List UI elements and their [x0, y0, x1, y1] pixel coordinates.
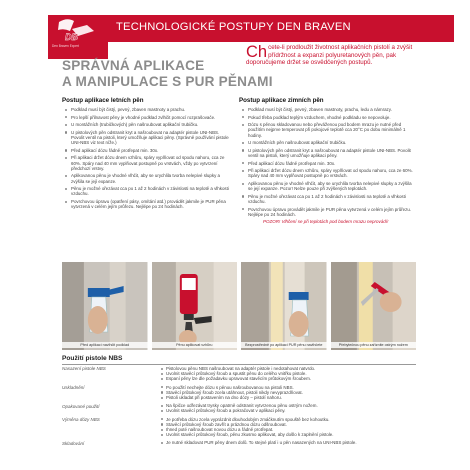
cut-foam-photo [331, 262, 417, 350]
list-item: Uvolnit stavěcí průtokový šroub a pokračovat v aplikaci pěny. [160, 408, 418, 413]
page-title-line1: SPRÁVNÁ APLIKACE [62, 58, 205, 73]
intro-paragraph [246, 44, 421, 67]
usage-row-list [160, 440, 418, 445]
list-item: Před aplikací dózu řádně protřepat min. 30x. [239, 161, 415, 166]
list-item: Pěnu je možné ořezávat cca po 1 až 2 hodinách v závislosti na teplotě a vlhkosti vzduchu. [239, 194, 415, 204]
usage-row-warehousing [62, 440, 418, 445]
summer-foam-heading: Postup aplikace letních pěn [62, 97, 144, 104]
list-item: U pistolových pěn odstranit kryt a našroubovat na adaptér pistole UNI-NBS. Povolit ventil na pistoli, který umožňuje aplikaci pěny. (Správně používání pistole UNI-NBS viz text níže.) [62, 130, 232, 146]
list-item: Espaní pěny lze dle požadavku upravovat stavěcím průtokovým šroubem. [160, 376, 418, 381]
list-item: Stavěcí průtokový šroub zcela utáhnout, pistoli nikdy nevyprazdňovat. [160, 390, 418, 395]
list-item: Pěnu je možné ořezávat cca po 1 až 2 hodinách v závislosti na teplotě a vlhkosti vzduchu. [62, 186, 232, 196]
usage-row-list [160, 403, 418, 413]
spray-foam-photo [241, 262, 327, 350]
list-item: Je potřeba dózu zcela vyprázdnit dlouhodobým zmáčknutím spouště bez kohoutku. [160, 417, 418, 422]
den-braven-logo-icon [56, 17, 96, 43]
list-item: Dózu s pěnou skladovanou nebo převáženou pod bodem mrazu je nutné před použitím nejprve temperovat při pokojové teplotě cca 20°C po dobu minimálně 1 hodiny. [239, 122, 415, 138]
list-item: Stavěcí průtokový šroub zavřít a prázdnou dózu odšroubovat. [160, 422, 418, 427]
list-item: Uvolnit stavěcí průtokový šroub a spustit pěnu do celého vnitřku pistole. [160, 371, 418, 376]
list-item: Po použití nechejte dózu s pěnou našroubovanou na pistoli NBS. [160, 385, 418, 390]
list-item: Ihned poté našroubovat novou dózu a řádně protřepat. [160, 427, 418, 432]
usage-row-list [160, 385, 418, 401]
header-title: TECHNOLOGICKÉ POSTUPY DEN BRAVEN [116, 21, 351, 33]
list-item: Je nutné skladovat PUR pěny dnem dolů. To stejné platí i u pěn nasazených na UNI-NBS pistole. [160, 440, 418, 445]
list-item: Při aplikaci držet dózu dnem vzhůru, spáry vyplňovat od spodu nahoru, cca ze 60%. Spáry nad 40 mm vyplňovat postupně po vrstvách. [239, 168, 415, 178]
list-item: Před aplikací dózu řádně protřepat min. 30x. [62, 148, 232, 153]
usage-section-title: Použití pistole NBS [62, 355, 123, 362]
photo-caption: Bezprostředně po aplikaci PUR pěnu navlhčete [241, 342, 327, 348]
winter-foam-column [239, 97, 415, 224]
spray-bottle-photo [62, 262, 148, 350]
list-item: Aplikovanou pěnu je vhodné vlhčit, aby se urychlila tvorba nelepivé slupky a zvýšila se její expanze. [62, 173, 232, 183]
section-divider [62, 364, 416, 365]
photo-caption: Pěnu aplikovat vzhůru [152, 342, 238, 348]
usage-row-storage [62, 385, 418, 401]
list-item: U montážních pěn našroubovat aplikační trubičku. [239, 140, 415, 145]
photo-moisten-substrate [62, 262, 148, 350]
winter-foam-heading: Postup aplikace zimních pěn [239, 97, 324, 104]
list-item: Aplikovanou pěnu je vhodné vlhčit, aby se urychlila tvorba nelepivé slupky a zvýšila se její expanze. Pozor! Nelze pouze při zvýšených teplotách. [239, 181, 415, 191]
logo-subtitle: Den Braven Expert [52, 44, 79, 48]
usage-row-reuse [62, 403, 418, 413]
intro-text: cete-li prodloužit životnost aplikačních pistolí a zvýšit přídržnost a expanzi polyuretanových pěn, pak doporučujeme držet se osvědčených postupů. [246, 44, 413, 67]
summer-foam-column [62, 97, 232, 212]
list-item: Povrchovou úpravu (opatření pásy, omítání atd.) provádět jakmile je PUR pěna vytvrzená v celém jejím průřezu. Nejlépe po 24 hodinách. [62, 199, 232, 209]
usage-row-label: Skladování [62, 440, 85, 446]
summer-foam-list [62, 107, 232, 209]
page-title-line2: A MANIPULACE S PUR PĚNAMI [62, 74, 273, 89]
winter-warning-note: POZOR! Vlhčení se při teplotách pod bodem mrazu neprovádí! [263, 219, 389, 225]
usage-row-mounting [62, 366, 418, 382]
list-item: U pistolových pěn odstranit kryt a našroubovat na adaptér pistole UNI-NBS. Povolit ventil na pistoli, který umožňuje aplikaci pěny. [239, 148, 415, 158]
photo-moisten-foam [241, 262, 327, 350]
list-item: Při aplikaci držet dózu dnem vzhůru, spáry vyplňovat od spodu nahoru, cca ze 60%. Spáry nad 40 mm vyplňovat postupně po vrstvách, vždy po vytvrzení předchozí vrstvy. [62, 155, 232, 171]
list-item: Pro lepší přilnavost pěny je vhodné podklad zvlhčit pomocí rozprašovače. [62, 115, 232, 120]
usage-row-label: Uskladnění [62, 384, 85, 390]
list-item: U montážních (trubičkových) pěn našroubovat aplikační trubičku. [62, 122, 232, 127]
photo-cut-foam [331, 262, 417, 350]
photo-strip [62, 262, 416, 350]
usage-row-label: Výměna dózy NBS [62, 416, 100, 422]
usage-row-label: Nasazení pistole NBS [62, 366, 106, 372]
list-item: Pistolovou pěnu NBS našroubovat na adaptér pistole i nedotahovat natvrdo. [160, 366, 418, 371]
list-item: Podklad musí být čistý, pevný, zbaven mastnoty a prachu. [62, 107, 232, 112]
list-item: Na špičce odřezávat trysky opatrně odstranit vytvrzenou pěnu ostrým nožem. [160, 403, 418, 408]
usage-row-list [160, 417, 418, 438]
photo-apply-upside-down [152, 262, 238, 350]
foam-gun-photo [152, 262, 238, 350]
usage-row-label: Opakované použití [62, 403, 100, 409]
list-item: Podklad musí být čistý, pevný, zbaven mastnoty, prachu, ledu a námrazy. [239, 107, 415, 112]
usage-row-can-change [62, 417, 418, 438]
photo-caption: Před aplikací navlhčit podklad [62, 342, 148, 348]
list-item: Pistoli ukladat při postavením na dno dózy – pistolí nahoru. [160, 395, 418, 400]
list-item: Povrchovou úpravu provádět jakmile je PUR pěna vytvrzená v celém jejím průřezu. Nejlépe po 24 hodinách. [239, 207, 415, 217]
svg-text:DB: DB [65, 32, 78, 42]
list-item: Uvolnit stavěcí průtokový šroub, pěnu zkusmo aplikovat, aby došlo k zaplnění pistole. [160, 432, 418, 437]
usage-row-list [160, 366, 418, 382]
list-item: Pokud třeba podklad teplým vzduchem, vhodné podkladu se nepovoluje. [239, 115, 415, 120]
usage-table [62, 366, 418, 449]
photo-caption: Přebytečnou pěnu zaříznite ostrým nožem [331, 342, 417, 348]
winter-foam-list [239, 107, 415, 217]
page-title [62, 58, 273, 90]
intro-dropcap: Ch [246, 43, 268, 61]
